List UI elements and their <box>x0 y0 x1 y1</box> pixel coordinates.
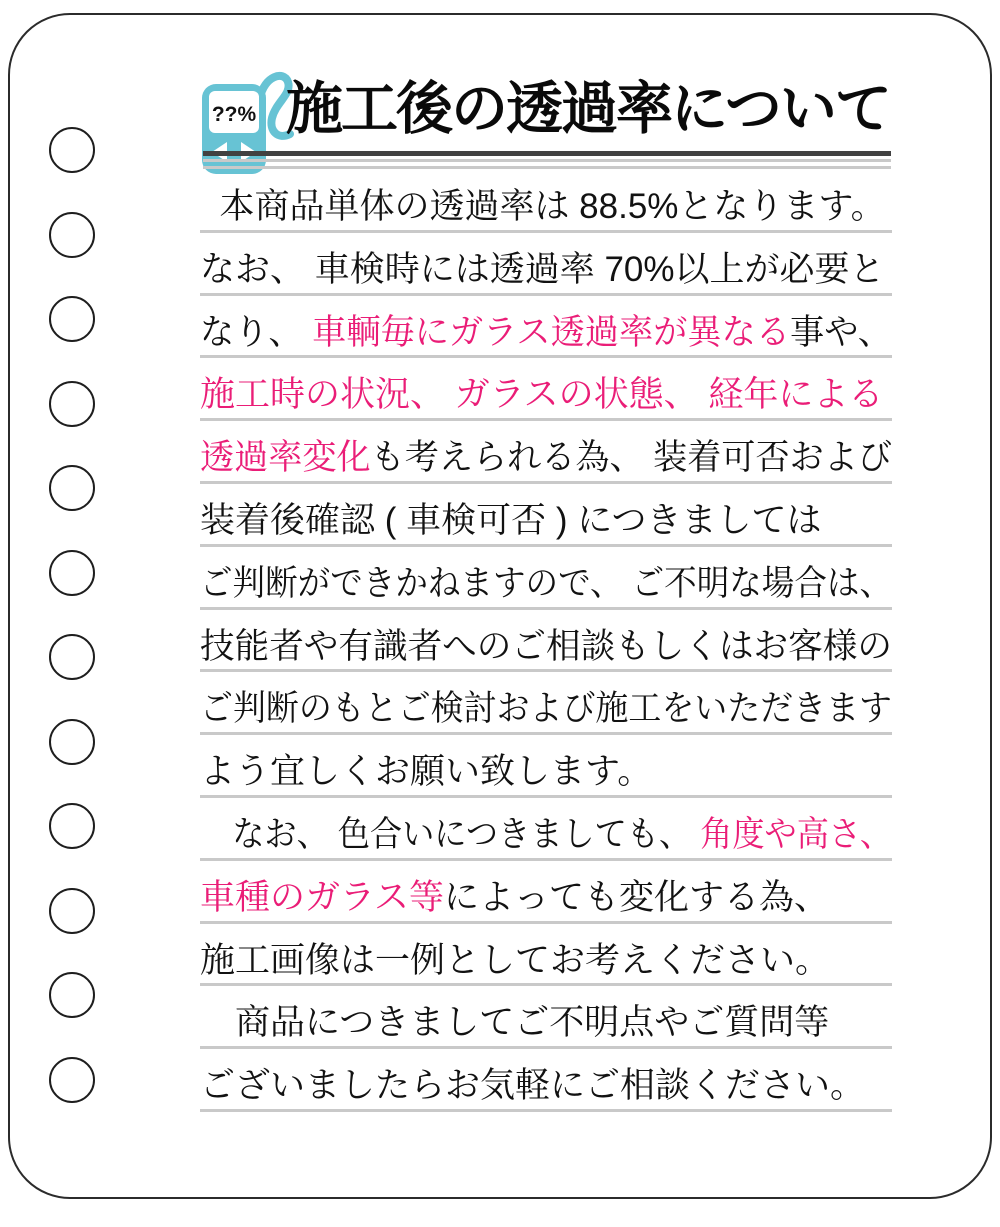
text-line <box>200 170 892 233</box>
text-line <box>200 986 892 1049</box>
text-segment: なり、 <box>200 312 313 352</box>
text-line <box>200 296 892 359</box>
title-rule-thin-1 <box>203 159 891 162</box>
binding-hole <box>49 888 95 934</box>
binding-hole <box>49 296 95 342</box>
text-segment: 角度や高さ、 <box>700 815 893 855</box>
title-rule-thick <box>203 151 891 156</box>
text-segment: 事や、 <box>790 312 892 352</box>
text-line-content <box>200 312 892 352</box>
text-line <box>200 1049 892 1112</box>
binding-hole <box>49 212 95 258</box>
text-line <box>200 484 892 547</box>
binding-hole <box>49 972 95 1018</box>
title-underline-rules <box>203 151 891 169</box>
binding-hole <box>49 719 95 765</box>
text-segment: 施工画像は一例としてお考えください。 <box>200 940 831 980</box>
text-segment: 装着後確認 ( 車検可否 ) につきましては <box>200 501 822 541</box>
text-line-content <box>200 440 892 477</box>
text-line-content <box>200 503 822 540</box>
text-line-content <box>200 817 892 854</box>
text-segment: 技能者や有識者へのご相談もしくはお客様の <box>200 626 892 666</box>
text-line-content <box>200 1068 865 1105</box>
text-segment: によっても変化する為、 <box>443 877 829 917</box>
text-segment: ご判断ができかねますので、 ご不明な場合は、 <box>200 563 893 603</box>
page-title: 施工後の透過率について <box>286 77 890 141</box>
text-segment: ご判断のもとご検討および施工をいただきます <box>200 689 893 729</box>
text-segment: 商品につきましてご不明点やご質問等 <box>200 1003 830 1043</box>
text-line-content <box>200 754 652 791</box>
text-segment: 本商品単体の透過率は 88.5%となります。 <box>200 187 886 227</box>
text-segment: 透過率変化 <box>200 438 371 478</box>
body-lines <box>200 170 892 1112</box>
binding-hole <box>49 127 95 173</box>
text-line <box>200 610 892 673</box>
text-segment: 車種のガラス等 <box>200 877 444 917</box>
text-line <box>200 233 892 296</box>
text-segment: 車輌毎にガラス透過率が異なる <box>312 312 791 352</box>
text-segment: よう宜しくお願い致します。 <box>200 752 653 792</box>
text-line <box>200 861 892 924</box>
text-line <box>200 798 892 861</box>
text-line-content <box>200 877 829 917</box>
text-line-content <box>200 1005 829 1042</box>
binding-hole <box>49 1057 95 1103</box>
text-line-content <box>200 626 892 666</box>
text-line <box>200 735 892 798</box>
binding-hole <box>49 465 95 511</box>
text-segment: 施工時の状況、 ガラスの状態、 経年による <box>200 375 884 415</box>
title-rule-thin-2 <box>203 166 891 169</box>
text-line <box>200 421 892 484</box>
text-segment: なお、 車検時には透過率 70%以上が必要と <box>200 249 885 289</box>
text-segment: も考えられる為、 装着可否および <box>370 438 893 478</box>
text-line <box>200 672 892 735</box>
text-line <box>200 547 892 610</box>
text-line-content <box>200 377 883 414</box>
binding-hole <box>49 634 95 680</box>
text-segment: ございましたらお気軽にご相談ください。 <box>200 1066 866 1106</box>
binding-hole <box>49 550 95 596</box>
text-segment: なお、 色合いにつきましても、 <box>200 815 701 855</box>
text-line-content <box>200 691 892 728</box>
meter-display-text: ??% <box>211 103 257 126</box>
text-line-content <box>200 249 885 289</box>
binding-hole <box>49 381 95 427</box>
text-line <box>200 924 892 987</box>
text-line-content <box>200 189 886 226</box>
text-line-content <box>200 940 831 980</box>
text-line-content <box>200 563 893 603</box>
text-line <box>200 358 892 421</box>
binding-hole <box>49 803 95 849</box>
